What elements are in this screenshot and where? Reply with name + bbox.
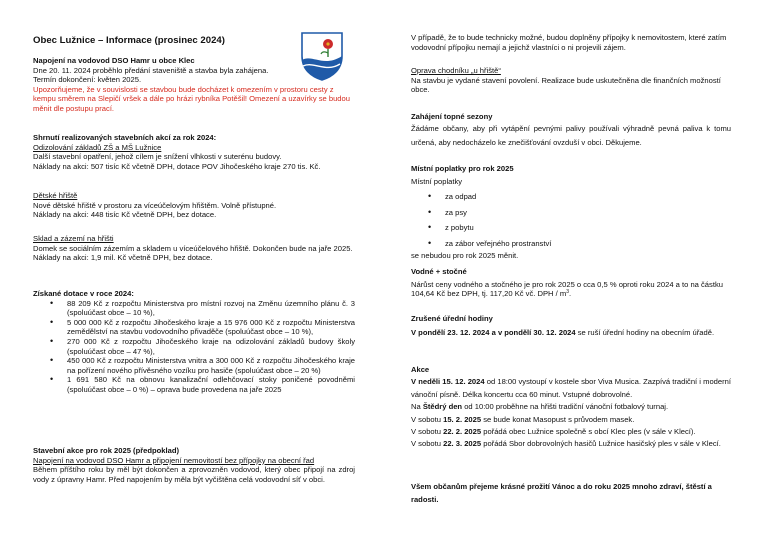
subheading: Odizolování základů ZŠ a MŠ Lužnice — [33, 142, 162, 152]
section-sidewalk — [411, 66, 731, 95]
paragraph: V pondělí 23. 12. 2024 a v pondělí 30. 12. 2024 se ruší úřední hodiny na obecním úřadě. — [411, 327, 715, 337]
section-heading: Místní poplatky pro rok 2025 — [411, 164, 514, 173]
paragraph: Během příštího roku by měl být dokončen a zprovozněn vodovod, který obec připojí na zdroj vody z úpravny Hamr. Před napojením by měla být vyčištěna celá vodovodní síť v obci. — [33, 465, 355, 484]
paragraph: Náklady na akci: 507 tisíc Kč včetně DPH, dotace POV Jihočeského kraje 270 tis. Kč. — [33, 161, 321, 171]
paragraph: Žádáme občany, aby při vytápění pevnými palivy používali výhradně pevná paliva k tomu určená, aby nedocházelo ke znečišťování ovzduší v obci. Děkujeme. — [411, 123, 731, 147]
event-item: V neděli 15. 12. 2024 od 18:00 vystoupí v kostele sbor Viva Musica. Zazpívá tradiční i moderní vánoční písně. Délka koncertu cca 60 minut. Vstupné dobrovolné. — [411, 377, 731, 399]
warning-text: Upozorňujeme, že v souvislosti se stavbou bude docházet k omezením v prostoru cesty z kempu směrem na Slepičí vršek a dále po hrázi rybníka Potěšil! Omezení a uzavírky se budou měnit dle postupu prací. — [33, 84, 350, 113]
section-events — [411, 364, 731, 451]
closing-greeting: Všem občanům přejeme krásné prožití Vánoc a do roku 2025 mnoho zdraví, štěstí a radosti. — [411, 482, 712, 504]
event-item: Na Štědrý den od 10:00 proběhne na hřišti tradiční vánoční fotbalový turnaj. — [411, 402, 669, 412]
subheading: Sklad a zázemí na hřišti — [33, 234, 114, 243]
section-heading: Napojení na vodovod DSO Hamr u obce Klec — [33, 56, 195, 65]
intro-paragraph: V případě, že to bude technicky možné, budou doplněny přípojky k nemovitostem, které zatím vodovodní přípojku nemají a jejichž vlastníci o ni projevili zájem. — [411, 33, 727, 52]
paragraph: Termín dokončení: květen 2025. — [33, 75, 142, 85]
section-heading: Získané dotace v roce 2024: — [33, 289, 134, 298]
subheading: Oprava chodníku „u hřiště“ — [411, 66, 501, 75]
paragraph: Náklady na akci: 1,9 mil. Kč včetně DPH, bez dotace. — [33, 253, 213, 263]
list-item: • 450 000 Kč z rozpočtu Ministerstva vnitra a 300 000 Kč z rozpočtu Jihočeského kraje na pořízení nového přívěsného vozíku pro hasiče (spoluúčast obce – 20 %) — [33, 356, 355, 375]
section-heading: Zrušené úřední hodiny — [411, 314, 493, 323]
list-item: • 5 000 000 Kč z rozpočtu Jihočeského kraje a 15 976 000 Kč z rozpočtu Ministerstva zemědělství na stavbu vodovodního přivaděče (spoluúčast obce – 10 %), — [33, 318, 355, 337]
section-heading: Zahájení topné sezony — [411, 112, 493, 121]
event-item: V sobotu 15. 2. 2025 se bude konat Masopust s průvodem masek. — [411, 414, 635, 424]
section-summary-2024 — [33, 133, 355, 171]
list-item: • z pobytu — [411, 220, 731, 236]
section-heading: Akce — [411, 365, 430, 374]
event-item: V sobotu 22. 3. 2025 pořádá Sbor dobrovolných hasičů Lužnice hasičský ples v sále v Klecí. — [411, 439, 721, 449]
fees-list — [411, 189, 731, 251]
section-plans-2025 — [33, 446, 355, 484]
subheading: Napojení na vodovod DSO Hamr a připojení nemovitostí bez přípojky na obecní řad — [33, 455, 315, 465]
list-item: • 88 209 Kč z rozpočtu Ministerstva pro místní rozvoj na Změnu územního plánu č. 3 (spoluúčast obce – 10 %), — [33, 299, 355, 318]
paragraph: Náklady na akci: 448 tisíc Kč včetně DPH, bez dotace. — [33, 210, 217, 220]
section-heading: Vodné + stočné — [411, 267, 467, 276]
section-heading: Shrnutí realizovaných stavebních akcí za rok 2024: — [33, 133, 217, 142]
section-playground — [33, 191, 355, 220]
paragraph: Nové dětské hřiště v prostoru za víceúčelovým hřištěm. Volně přístupné. — [33, 200, 277, 210]
section-heating — [411, 112, 731, 150]
paragraph: Domek se sociálním zázemím a skladem u víceúčelového hřiště. Dokončen bude na jaře 2025. — [33, 243, 353, 253]
paragraph: Dne 20. 11. 2024 proběhlo předání staveniště a stavba byla zahájena. — [33, 65, 269, 75]
list-item: • 270 000 Kč z rozpočtu Jihočeského kraje na odizolování základů budovy školy (spoluúčast obce – 47 %), — [33, 337, 355, 356]
section-water-supply — [33, 56, 355, 114]
paragraph: Další stavební opatření, jehož cílem je snížení vlhkosti v suterénu budovy. — [33, 152, 282, 162]
event-item: V sobotu 22. 2. 2025 pořádá obec Lužnice společně s obcí Klec ples (v sále v Klecí). — [411, 427, 696, 437]
section-grants-2024 — [33, 289, 355, 395]
paragraph: Místní poplatky — [411, 176, 463, 186]
list-item: • 1 691 580 Kč na obnovu kanalizační odlehčovací stoky poničené povodněmi (spoluúčast obce – 0 %) – oprava bude provedena na jaře 2025 — [33, 375, 355, 394]
paragraph: se nebudou pro rok 2025 měnit. — [411, 251, 519, 261]
grants-list — [33, 299, 355, 395]
section-storage — [33, 234, 355, 263]
section-water-fees — [411, 267, 731, 299]
list-item: • za psy — [411, 205, 731, 221]
subheading: Dětské hřiště — [33, 191, 78, 200]
section-local-fees — [411, 164, 731, 261]
list-item: • za odpad — [411, 189, 731, 205]
paragraph: Nárůst ceny vodného a stočného je pro rok 2025 o cca 0,5 % oproti roku 2024 a to na částku 104,64 Kč bez DPH, tj. 117,20 Kč vč. DPH / $m^3$. — [411, 279, 723, 299]
paragraph: Na stavbu je vydané stavení povolení. Realizace bude uskutečněna dle finančních možností obce. — [411, 75, 721, 95]
list-item: • za zábor veřejného prostranství — [411, 236, 731, 252]
section-office-hours — [411, 314, 731, 339]
section-heading: Stavební akce pro rok 2025 (předpoklad) — [33, 446, 180, 455]
page-title: Obec Lužnice – Informace (prosinec 2024) — [33, 35, 225, 46]
